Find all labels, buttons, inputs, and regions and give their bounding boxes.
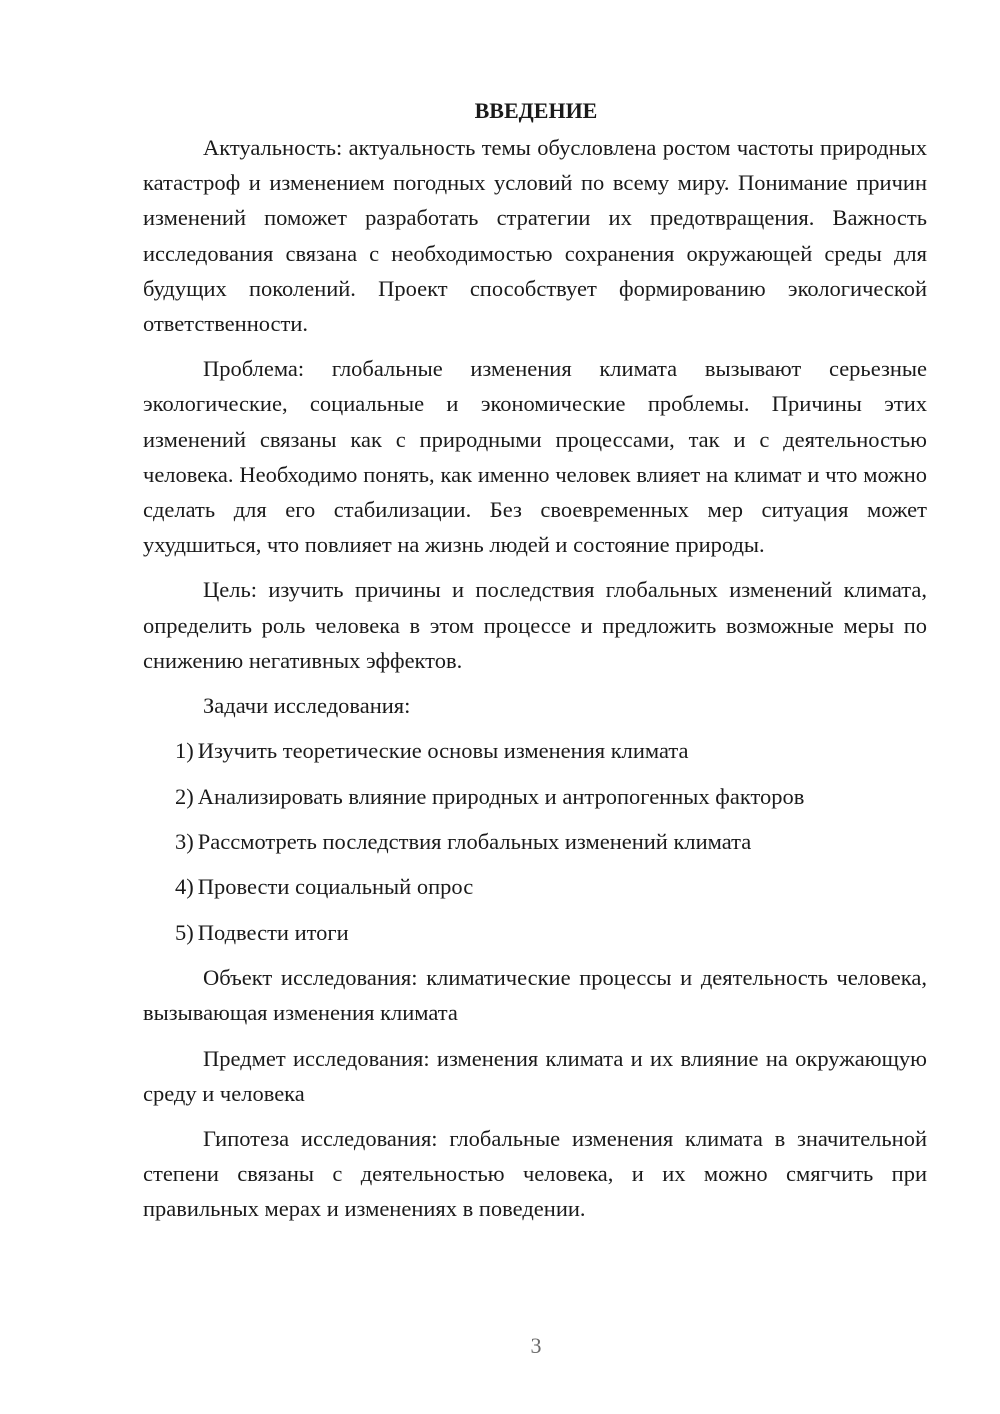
list-item	[143, 779, 927, 814]
list-item	[143, 869, 927, 904]
list-item-number: 4)	[175, 874, 194, 900]
paragraph-object: Объект исследования: климатические процессы и деятельность человека, вызывающая изменения климата	[143, 965, 927, 1026]
list-item-text: Подвести итоги	[197, 919, 349, 945]
list-item-number: 5)	[175, 919, 194, 945]
list-item-number: 1)	[175, 738, 194, 764]
page-title: ВВЕДЕНИЕ	[474, 98, 598, 123]
paragraph-subject: Предмет исследования: изменения климата и их влияние на окружающую среду и человека	[143, 1045, 927, 1106]
document-page	[143, 96, 927, 1237]
paragraph-hypothesis: Гипотеза исследования: глобальные изменения климата в значительной степени связаны с деятельностью человека, и их можно смягчить при правильных мерах и изменениях в поведении.	[143, 1126, 927, 1222]
tasks-heading: Задачи исследования:	[203, 693, 411, 719]
tasks-list	[143, 733, 927, 950]
paragraph-goal: Цель: изучить причины и последствия глобальных изменений климата, определить роль человека в этом процессе и предложить возможные меры по снижению негативных эффектов.	[143, 577, 927, 673]
paragraph-relevance: Актуальность: актуальность темы обусловлена ростом частоты природных катастроф и изменением погодных условий по всему миру. Понимание причин изменений поможет разработать стратегии их предотвращения. Важность исследования связана с необходимостью сохранения окружающей среды для будущих поколений. Проект способствует формированию экологической ответственности.	[143, 135, 927, 337]
list-item	[143, 733, 927, 768]
list-item-text: Изучить теоретические основы изменения климата	[197, 738, 689, 764]
list-item	[143, 915, 927, 950]
page-number: 3	[530, 1333, 542, 1358]
paragraph-problem: Проблема: глобальные изменения климата вызывают серьезные экологические, социальные и экономические проблемы. Причины этих изменений связаны как с природными процессами, так и с деятельностью человека. Необходимо понять, как именно человек влияет на климат и что можно сделать для его стабилизации. Без своевременных мер ситуация может ухудшиться, что повлияет на жизнь людей и состояние природы.	[143, 356, 927, 558]
list-item-text: Рассмотреть последствия глобальных изменений климата	[197, 829, 752, 855]
list-item	[143, 824, 927, 859]
list-item-text: Анализировать влияние природных и антропогенных факторов	[197, 783, 805, 809]
list-item-text: Провести социальный опрос	[197, 874, 474, 900]
list-item-number: 2)	[175, 783, 194, 809]
list-item-number: 3)	[175, 829, 194, 855]
